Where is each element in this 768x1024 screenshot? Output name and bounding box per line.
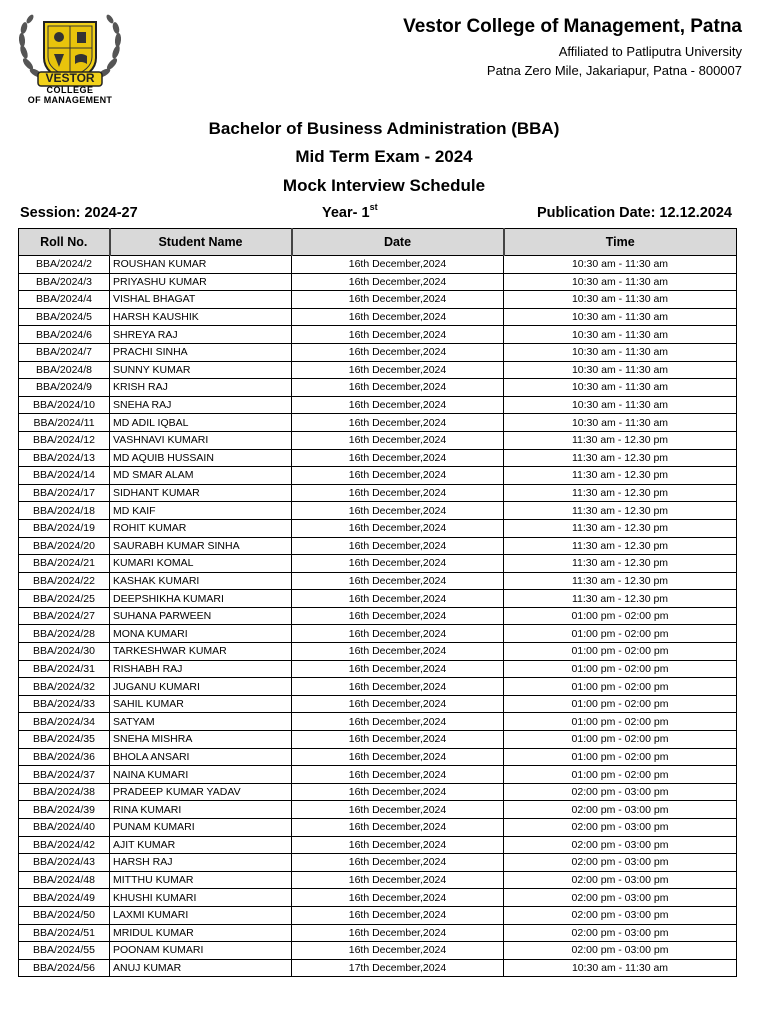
student-name-cell: RISHABH RAJ [110, 660, 292, 678]
header-roll-no: Roll No. [19, 229, 110, 256]
table-row [19, 625, 737, 643]
student-name-cell: SAHIL KUMAR [110, 695, 292, 713]
date-cell: 16th December,2024 [292, 502, 504, 520]
affiliation: Affiliated to Patliputra University [558, 44, 742, 59]
time-cell: 11:30 am - 12.30 pm [504, 484, 737, 502]
roll-no-cell: BBA/2024/7 [19, 343, 110, 361]
time-cell: 02:00 pm - 03:00 pm [504, 783, 737, 801]
time-cell: 10:30 am - 11:30 am [504, 343, 737, 361]
laurel-left-icon [18, 13, 43, 79]
table-row [19, 748, 737, 766]
roll-no-cell: BBA/2024/13 [19, 449, 110, 467]
table-row [19, 343, 737, 361]
time-cell: 11:30 am - 12.30 pm [504, 449, 737, 467]
roll-no-cell: BBA/2024/22 [19, 572, 110, 590]
roll-no-cell: BBA/2024/51 [19, 924, 110, 942]
student-name-cell: DEEPSHIKHA KUMARI [110, 590, 292, 608]
table-row [19, 643, 737, 661]
time-cell: 02:00 pm - 03:00 pm [504, 889, 737, 907]
date-cell: 16th December,2024 [292, 678, 504, 696]
time-cell: 01:00 pm - 02:00 pm [504, 607, 737, 625]
time-cell: 10:30 am - 11:30 am [504, 291, 737, 309]
date-cell: 16th December,2024 [292, 256, 504, 274]
date-cell: 16th December,2024 [292, 379, 504, 397]
table-row [19, 854, 737, 872]
date-cell: 16th December,2024 [292, 643, 504, 661]
time-cell: 10:30 am - 11:30 am [504, 379, 737, 397]
time-cell: 11:30 am - 12.30 pm [504, 502, 737, 520]
table-row [19, 502, 737, 520]
student-name-cell: SUHANA PARWEEN [110, 607, 292, 625]
table-row [19, 256, 737, 274]
table-row [19, 819, 737, 837]
time-cell: 02:00 pm - 03:00 pm [504, 871, 737, 889]
publication-date: Publication Date: 12.12.2024 [536, 205, 732, 221]
student-name-cell: MD AQUIB HUSSAIN [110, 449, 292, 467]
date-cell: 16th December,2024 [292, 871, 504, 889]
roll-no-cell: BBA/2024/50 [19, 906, 110, 924]
time-cell: 11:30 am - 12.30 pm [504, 431, 737, 449]
date-cell: 16th December,2024 [292, 625, 504, 643]
time-cell: 10:30 am - 11:30 am [504, 308, 737, 326]
roll-no-cell: BBA/2024/3 [19, 273, 110, 291]
date-cell: 16th December,2024 [292, 942, 504, 960]
table-row [19, 889, 737, 907]
student-name-cell: ANUJ KUMAR [110, 959, 292, 977]
roll-no-cell: BBA/2024/20 [19, 537, 110, 555]
time-cell: 10:30 am - 11:30 am [504, 414, 737, 432]
time-cell: 01:00 pm - 02:00 pm [504, 766, 737, 784]
student-name-cell: SNEHA RAJ [110, 396, 292, 414]
student-name-cell: KUMARI KOMAL [110, 555, 292, 573]
student-name-cell: VASHNAVI KUMARI [110, 431, 292, 449]
time-cell: 01:00 pm - 02:00 pm [504, 713, 737, 731]
time-cell: 02:00 pm - 03:00 pm [504, 819, 737, 837]
student-name-cell: PRACHI SINHA [110, 343, 292, 361]
time-cell: 11:30 am - 12.30 pm [504, 519, 737, 537]
header-date: Date [292, 229, 504, 256]
roll-no-cell: BBA/2024/28 [19, 625, 110, 643]
table-header-row [19, 229, 737, 256]
date-cell: 16th December,2024 [292, 343, 504, 361]
table-row [19, 959, 737, 977]
year-label [322, 202, 378, 221]
time-cell: 02:00 pm - 03:00 pm [504, 906, 737, 924]
logo-text-main: VESTOR [45, 71, 95, 85]
date-cell: 16th December,2024 [292, 819, 504, 837]
time-cell: 10:30 am - 11:30 am [504, 396, 737, 414]
date-cell: 16th December,2024 [292, 713, 504, 731]
student-name-cell: HARSH RAJ [110, 854, 292, 872]
date-cell: 16th December,2024 [292, 801, 504, 819]
student-name-cell: POONAM KUMARI [110, 942, 292, 960]
student-name-cell: TARKESHWAR KUMAR [110, 643, 292, 661]
roll-no-cell: BBA/2024/39 [19, 801, 110, 819]
time-cell: 01:00 pm - 02:00 pm [504, 695, 737, 713]
student-name-cell: SATYAM [110, 713, 292, 731]
table-row [19, 537, 737, 555]
time-cell: 10:30 am - 11:30 am [504, 326, 737, 344]
student-name-cell: MITTHU KUMAR [110, 871, 292, 889]
date-cell: 16th December,2024 [292, 748, 504, 766]
program-title: Bachelor of Business Administration (BBA) [208, 119, 560, 138]
table-row [19, 291, 737, 309]
student-name-cell: MD KAIF [110, 502, 292, 520]
table-row [19, 326, 737, 344]
table-row [19, 906, 737, 924]
roll-no-cell: BBA/2024/40 [19, 819, 110, 837]
roll-no-cell: BBA/2024/30 [19, 643, 110, 661]
student-name-cell: ROHIT KUMAR [110, 519, 292, 537]
time-cell: 01:00 pm - 02:00 pm [504, 660, 737, 678]
student-name-cell: MRIDUL KUMAR [110, 924, 292, 942]
roll-no-cell: BBA/2024/14 [19, 467, 110, 485]
roll-no-cell: BBA/2024/35 [19, 731, 110, 749]
date-cell: 16th December,2024 [292, 836, 504, 854]
date-cell: 16th December,2024 [292, 555, 504, 573]
year-label-text: Year- 1 [322, 205, 370, 221]
table-row [19, 871, 737, 889]
roll-no-cell: BBA/2024/38 [19, 783, 110, 801]
student-name-cell: SUNNY KUMAR [110, 361, 292, 379]
table-row [19, 713, 737, 731]
time-cell: 10:30 am - 11:30 am [504, 361, 737, 379]
date-cell: 16th December,2024 [292, 396, 504, 414]
date-cell: 16th December,2024 [292, 889, 504, 907]
time-cell: 02:00 pm - 03:00 pm [504, 854, 737, 872]
laurel-right-icon [96, 13, 121, 79]
session-label: Session: 2024-27 [20, 205, 138, 221]
student-name-cell: AJIT KUMAR [110, 836, 292, 854]
table-row [19, 766, 737, 784]
time-cell: 01:00 pm - 02:00 pm [504, 625, 737, 643]
time-cell: 01:00 pm - 02:00 pm [504, 643, 737, 661]
student-name-cell: PUNAM KUMARI [110, 819, 292, 837]
date-cell: 16th December,2024 [292, 906, 504, 924]
header-student-name: Student Name [110, 229, 292, 256]
roll-no-cell: BBA/2024/37 [19, 766, 110, 784]
date-cell: 16th December,2024 [292, 273, 504, 291]
table-row [19, 660, 737, 678]
date-cell: 17th December,2024 [292, 959, 504, 977]
roll-no-cell: BBA/2024/2 [19, 256, 110, 274]
roll-no-cell: BBA/2024/36 [19, 748, 110, 766]
date-cell: 16th December,2024 [292, 607, 504, 625]
date-cell: 16th December,2024 [292, 924, 504, 942]
time-cell: 02:00 pm - 03:00 pm [504, 924, 737, 942]
table-row [19, 396, 737, 414]
date-cell: 16th December,2024 [292, 449, 504, 467]
date-cell: 16th December,2024 [292, 731, 504, 749]
student-name-cell: RINA KUMARI [110, 801, 292, 819]
time-cell: 11:30 am - 12.30 pm [504, 555, 737, 573]
time-cell: 02:00 pm - 03:00 pm [504, 836, 737, 854]
roll-no-cell: BBA/2024/48 [19, 871, 110, 889]
roll-no-cell: BBA/2024/34 [19, 713, 110, 731]
student-name-cell: BHOLA ANSARI [110, 748, 292, 766]
roll-no-cell: BBA/2024/12 [19, 431, 110, 449]
roll-no-cell: BBA/2024/5 [19, 308, 110, 326]
table-row [19, 555, 737, 573]
student-name-cell: MONA KUMARI [110, 625, 292, 643]
logo-text-management: OF MANAGEMENT [27, 95, 113, 105]
time-cell: 01:00 pm - 02:00 pm [504, 678, 737, 696]
date-cell: 16th December,2024 [292, 519, 504, 537]
table-row [19, 678, 737, 696]
roll-no-cell: BBA/2024/25 [19, 590, 110, 608]
roll-no-cell: BBA/2024/11 [19, 414, 110, 432]
time-cell: 02:00 pm - 03:00 pm [504, 942, 737, 960]
logo-text-college: COLLEGE [46, 85, 94, 95]
schedule-table-body [19, 256, 737, 977]
date-cell: 16th December,2024 [292, 695, 504, 713]
date-cell: 16th December,2024 [292, 854, 504, 872]
student-name-cell: SNEHA MISHRA [110, 731, 292, 749]
time-cell: 11:30 am - 12.30 pm [504, 590, 737, 608]
student-name-cell: MD SMAR ALAM [110, 467, 292, 485]
student-name-cell: SIDHANT KUMAR [110, 484, 292, 502]
roll-no-cell: BBA/2024/9 [19, 379, 110, 397]
date-cell: 16th December,2024 [292, 537, 504, 555]
table-row [19, 449, 737, 467]
roll-no-cell: BBA/2024/32 [19, 678, 110, 696]
time-cell: 01:00 pm - 02:00 pm [504, 731, 737, 749]
college-logo [14, 12, 126, 108]
schedule-title: Mock Interview Schedule [282, 176, 486, 195]
roll-no-cell: BBA/2024/6 [19, 326, 110, 344]
table-row [19, 783, 737, 801]
roll-no-cell: BBA/2024/21 [19, 555, 110, 573]
student-name-cell: NAINA KUMARI [110, 766, 292, 784]
table-row [19, 467, 737, 485]
roll-no-cell: BBA/2024/18 [19, 502, 110, 520]
date-cell: 16th December,2024 [292, 414, 504, 432]
time-cell: 02:00 pm - 03:00 pm [504, 801, 737, 819]
roll-no-cell: BBA/2024/8 [19, 361, 110, 379]
table-row [19, 484, 737, 502]
student-name-cell: KHUSHI KUMARI [110, 889, 292, 907]
date-cell: 16th December,2024 [292, 572, 504, 590]
roll-no-cell: BBA/2024/4 [19, 291, 110, 309]
table-row [19, 731, 737, 749]
time-cell: 01:00 pm - 02:00 pm [504, 748, 737, 766]
student-name-cell: KASHAK KUMARI [110, 572, 292, 590]
exam-title: Mid Term Exam - 2024 [295, 147, 473, 166]
table-row [19, 519, 737, 537]
roll-no-cell: BBA/2024/42 [19, 836, 110, 854]
roll-no-cell: BBA/2024/33 [19, 695, 110, 713]
student-name-cell: PRADEEP KUMAR YADAV [110, 783, 292, 801]
time-cell: 10:30 am - 11:30 am [504, 959, 737, 977]
roll-no-cell: BBA/2024/49 [19, 889, 110, 907]
schedule-table [18, 228, 737, 977]
table-row [19, 431, 737, 449]
college-name: Vestor College of Management, Patna [403, 16, 742, 37]
roll-no-cell: BBA/2024/27 [19, 607, 110, 625]
time-cell: 11:30 am - 12.30 pm [504, 467, 737, 485]
college-address: Patna Zero Mile, Jakariapur, Patna - 800007 [486, 63, 742, 78]
time-cell: 10:30 am - 11:30 am [504, 273, 737, 291]
student-name-cell: JUGANU KUMARI [110, 678, 292, 696]
year-label-superscript: st [369, 202, 378, 212]
date-cell: 16th December,2024 [292, 326, 504, 344]
table-row [19, 695, 737, 713]
student-name-cell: SAURABH KUMAR SINHA [110, 537, 292, 555]
roll-no-cell: BBA/2024/55 [19, 942, 110, 960]
roll-no-cell: BBA/2024/17 [19, 484, 110, 502]
student-name-cell: ROUSHAN KUMAR [110, 256, 292, 274]
date-cell: 16th December,2024 [292, 484, 504, 502]
roll-no-cell: BBA/2024/10 [19, 396, 110, 414]
table-row [19, 572, 737, 590]
student-name-cell: MD ADIL IQBAL [110, 414, 292, 432]
date-cell: 16th December,2024 [292, 361, 504, 379]
student-name-cell: LAXMI KUMARI [110, 906, 292, 924]
table-row [19, 414, 737, 432]
student-name-cell: PRIYASHU KUMAR [110, 273, 292, 291]
date-cell: 16th December,2024 [292, 766, 504, 784]
table-row [19, 607, 737, 625]
date-cell: 16th December,2024 [292, 660, 504, 678]
date-cell: 16th December,2024 [292, 431, 504, 449]
table-row [19, 379, 737, 397]
header-time: Time [504, 229, 737, 256]
date-cell: 16th December,2024 [292, 783, 504, 801]
student-name-cell: SHREYA RAJ [110, 326, 292, 344]
table-row [19, 590, 737, 608]
table-row [19, 801, 737, 819]
time-cell: 10:30 am - 11:30 am [504, 256, 737, 274]
table-row [19, 361, 737, 379]
date-cell: 16th December,2024 [292, 291, 504, 309]
table-row [19, 836, 737, 854]
date-cell: 16th December,2024 [292, 590, 504, 608]
student-name-cell: HARSH KAUSHIK [110, 308, 292, 326]
roll-no-cell: BBA/2024/19 [19, 519, 110, 537]
student-name-cell: VISHAL BHAGAT [110, 291, 292, 309]
date-cell: 16th December,2024 [292, 467, 504, 485]
table-row [19, 308, 737, 326]
roll-no-cell: BBA/2024/31 [19, 660, 110, 678]
table-row [19, 942, 737, 960]
roll-no-cell: BBA/2024/43 [19, 854, 110, 872]
roll-no-cell: BBA/2024/56 [19, 959, 110, 977]
student-name-cell: KRISH RAJ [110, 379, 292, 397]
table-row [19, 924, 737, 942]
time-cell: 11:30 am - 12.30 pm [504, 572, 737, 590]
time-cell: 11:30 am - 12.30 pm [504, 537, 737, 555]
date-cell: 16th December,2024 [292, 308, 504, 326]
table-row [19, 273, 737, 291]
